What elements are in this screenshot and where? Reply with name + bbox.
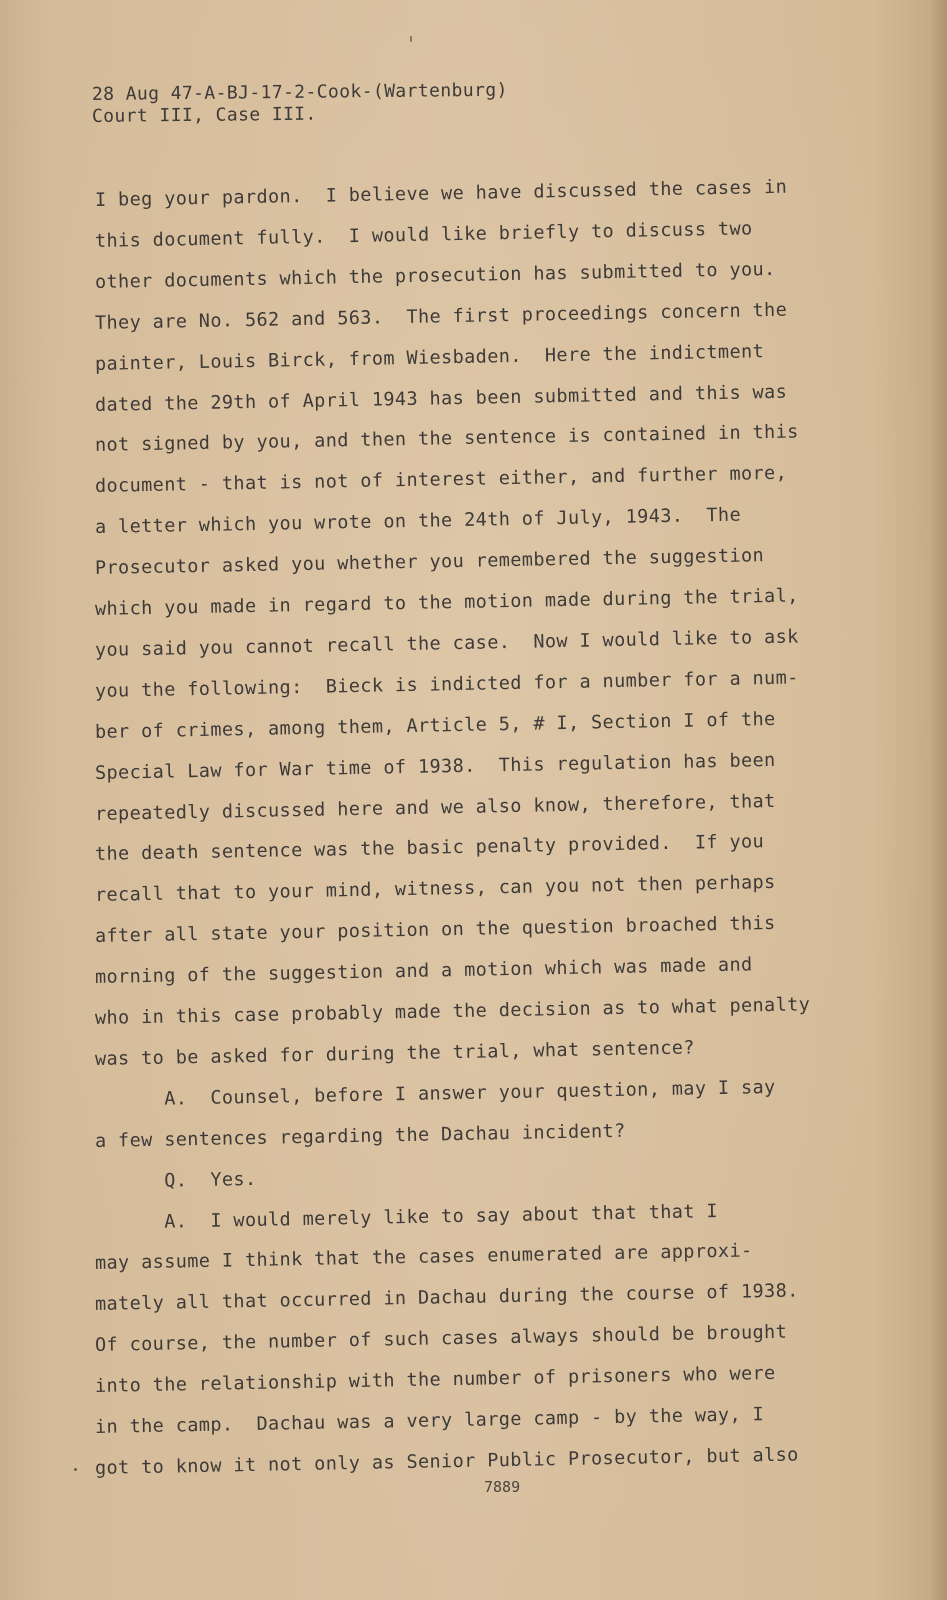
transcript-line: this document fully. I would like briefly to discuss two [94,218,753,252]
transcript-line: may assume I think that the cases enumerated are approxi- [94,1240,753,1275]
transcript-line: recall that to your mind, witness, can you not then perhaps [94,872,776,907]
transcript-line: in the camp. Dachau was a very large camp - by the way, I [94,1404,765,1438]
transcript-line: Q. Yes. [94,1168,257,1193]
transcript-line: you said you cannot recall the case. Now I would like to ask [94,626,799,661]
transcript-line: the death sentence was the basic penalty provided. If you [94,831,765,866]
transcript-line: other documents which the prosecution has submitted to you. [94,258,776,293]
transcript-line: A. Counsel, before I answer your question, may I say [94,1076,776,1111]
transcript-line: A. I would merely like to say about that that I [94,1200,719,1234]
transcript-line: They are No. 562 and 563. The first proceedings concern the [94,299,788,334]
transcript-line: into the relationship with the number of prisoners who were [94,1363,776,1398]
transcript-line: dated the 29th of April 1943 has been submitted and this was [94,381,788,416]
transcript-line: painter, Louis Birck, from Wiesbaden. Here the indictment [94,340,765,375]
transcript-line: a letter which you wrote on the 24th of July, 1943. The [94,504,742,539]
transcript-line: a few sentences regarding the Dachau incident? [94,1120,626,1152]
transcript-line: was to be asked for during the trial, what sentence? [94,1037,696,1070]
transcript-line: document - that is not of interest either, and further more, [94,463,788,498]
transcript-line: you the following: Bieck is indicted for a number for a num- [94,667,799,702]
transcript-line: Special Law for War time of 1938. This regulation has been [94,749,776,784]
header-line-1: 28 Aug 47-A-BJ-17-2-Cook-(Wartenburg) [91,79,508,105]
page-number: 7889 [484,1478,521,1496]
transcript-line: got to know it not only as Senior Public Prosecutor, but also [94,1444,799,1479]
transcript-line: not signed by you, and then the sentence is contained in this [94,421,799,457]
header-line-2: Court III, Case III. [91,103,317,127]
transcript-line: I beg your pardon. I believe we have discussed the cases in [94,176,788,211]
paper-speck [74,1468,77,1471]
transcript-line: after all state your position on the question broached this [94,913,776,948]
transcript-line: ber of crimes, among them, Article 5, # I, Section I of the [94,708,776,743]
page-edge-shadow [929,0,947,1600]
transcript-line: repeatedly discussed here and we also know, therefore, that [94,790,776,825]
transcript-line: Of course, the number of such cases always should be brought [94,1321,788,1357]
paper-mark [410,36,412,42]
transcript-line: who in this case probably made the decision as to what penalty [94,994,811,1029]
transcript-line: Prosecutor asked you whether you remembered the suggestion [94,545,765,580]
transcript-line: which you made in regard to the motion made during the trial, [94,585,799,620]
transcript-line: morning of the suggestion and a motion which was made and [94,954,753,989]
transcript-line: mately all that occurred in Dachau during the course of 1938. [94,1280,799,1316]
